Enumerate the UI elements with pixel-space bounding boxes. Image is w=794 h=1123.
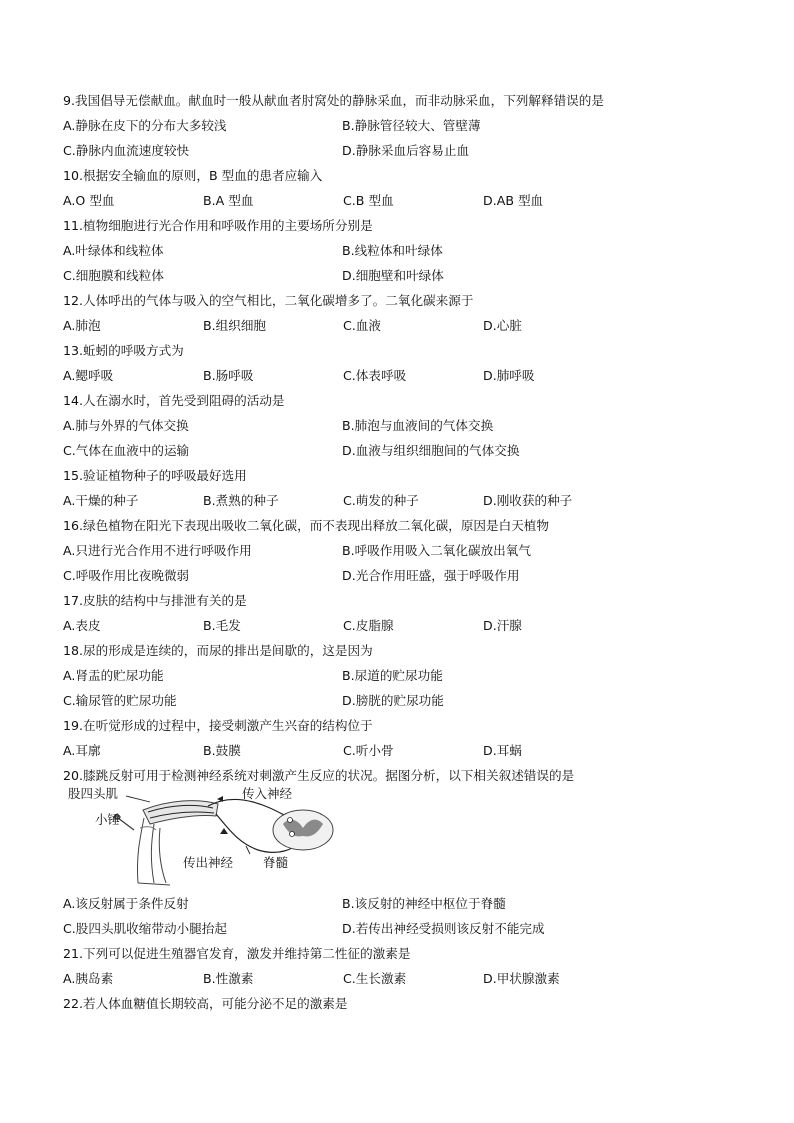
option-d: D.静脉采血后容易止血	[342, 143, 470, 158]
option-a: A.叶绿体和线粒体	[63, 243, 164, 258]
question-14-options-row-1	[63, 413, 743, 438]
question-15-options	[63, 488, 743, 513]
option-a: A.只进行光合作用不进行呼吸作用	[63, 543, 252, 558]
question-21-options	[63, 966, 743, 991]
option-b: B.线粒体和叶绿体	[342, 243, 443, 258]
question-20-stem: 20.膝跳反射可用于检测神经系统对刺激产生反应的状况。据图分析，以下相关叙述错误的是	[63, 768, 575, 783]
option-a: A.干燥的种子	[63, 493, 139, 508]
option-b: B.煮熟的种子	[203, 493, 279, 508]
question-16-stem: 16.绿色植物在阳光下表现出吸收二氧化碳，而不表现出释放二氧化碳，原因是白天植物	[63, 518, 549, 533]
option-d: D.膀胱的贮尿功能	[342, 693, 444, 708]
option-d: D.AB 型血	[483, 193, 544, 208]
option-c: C.皮脂腺	[343, 618, 394, 633]
option-d: D.刚收获的种子	[483, 493, 573, 508]
question-19-options	[63, 738, 743, 763]
option-a: A.胰岛素	[63, 971, 114, 986]
option-b: B.肠呼吸	[203, 368, 254, 383]
option-a: A.肺与外界的气体交换	[63, 418, 189, 433]
question-11-stem: 11.植物细胞进行光合作用和呼吸作用的主要场所分别是	[63, 218, 373, 233]
option-c: C.气体在血液中的运输	[63, 443, 190, 458]
question-22-stem: 22.若人体血糖值长期较高，可能分泌不足的激素是	[63, 996, 348, 1011]
option-c: C.生长激素	[343, 971, 407, 986]
label-spinal-cord: 脊髓	[263, 855, 289, 870]
question-9-options-row-2	[63, 138, 743, 163]
option-c: C.输尿管的贮尿功能	[63, 693, 177, 708]
question-17-options	[63, 613, 743, 638]
option-c: C.静脉内血流速度较快	[63, 143, 190, 158]
question-18-stem: 18.尿的形成是连续的，而尿的排出是间歇的，这是因为	[63, 643, 373, 658]
option-b: B.毛发	[203, 618, 241, 633]
question-20-options-row-1	[63, 891, 743, 916]
option-b: B.鼓膜	[203, 743, 241, 758]
reflex-diagram	[78, 788, 338, 891]
option-c: C.萌发的种子	[343, 493, 419, 508]
question-12-options	[63, 313, 743, 338]
option-a: A.耳廓	[63, 743, 101, 758]
question-11-options-row-2	[63, 263, 743, 288]
option-c: C.听小骨	[343, 743, 394, 758]
question-18-options-row-2	[63, 688, 743, 713]
option-c: C.股四头肌收缩带动小腿抬起	[63, 921, 227, 936]
option-b: B.组织细胞	[203, 318, 267, 333]
option-b: B.性激素	[203, 971, 254, 986]
option-d: D.甲状腺激素	[483, 971, 560, 986]
option-d: D.心脏	[483, 318, 522, 333]
option-a: A.O 型血	[63, 193, 115, 208]
option-a: A.肺泡	[63, 318, 101, 333]
option-b: B.尿道的贮尿功能	[342, 668, 443, 683]
label-hammer: 小锤	[95, 812, 121, 827]
option-b: B.呼吸作用吸入二氧化碳放出氧气	[342, 543, 531, 558]
question-12-stem: 12.人体呼出的气体与吸入的空气相比，二氧化碳增多了。二氧化碳来源于	[63, 293, 474, 308]
question-10-stem: 10.根据安全输血的原则，B 型血的患者应输入	[63, 168, 323, 183]
label-quadriceps: 股四头肌	[68, 786, 119, 801]
label-efferent-nerve: 传出神经	[183, 855, 234, 870]
question-20-options-row-2	[63, 916, 743, 941]
option-d: D.汗腺	[483, 618, 522, 633]
option-c: C.体表呼吸	[343, 368, 407, 383]
question-10-options	[63, 188, 743, 213]
question-18-options-row-1	[63, 663, 743, 688]
option-b: B.静脉管径较大、管壁薄	[342, 118, 481, 133]
question-14-stem: 14.人在溺水时，首先受到阻碍的活动是	[63, 393, 285, 408]
question-15-stem: 15.验证植物种子的呼吸最好选用	[63, 468, 247, 483]
exam-page	[63, 88, 743, 1016]
question-16-options-row-2	[63, 563, 743, 588]
question-9-options-row-1	[63, 113, 743, 138]
question-13-options	[63, 363, 743, 388]
option-c: C.呼吸作用比夜晚微弱	[63, 568, 190, 583]
question-16-options-row-1	[63, 538, 743, 563]
option-d: D.若传出神经受损则该反射不能完成	[342, 921, 545, 936]
option-a: A.静脉在皮下的分布大多较浅	[63, 118, 227, 133]
label-afferent-nerve: 传入神经	[242, 786, 293, 801]
question-17-stem: 17.皮肤的结构中与排泄有关的是	[63, 593, 247, 608]
option-d: D.耳蜗	[483, 743, 522, 758]
option-a: A.肾盂的贮尿功能	[63, 668, 164, 683]
option-a: A.表皮	[63, 618, 101, 633]
option-b: B.该反射的神经中枢位于脊髓	[342, 896, 506, 911]
question-13-stem: 13.蚯蚓的呼吸方式为	[63, 343, 184, 358]
option-d: D.光合作用旺盛，强于呼吸作用	[342, 568, 520, 583]
question-list	[63, 88, 743, 763]
option-d: D.肺呼吸	[483, 368, 535, 383]
option-b: B.肺泡与血液间的气体交换	[342, 418, 494, 433]
option-c: C.B 型血	[343, 193, 394, 208]
option-d: D.血液与组织细胞间的气体交换	[342, 443, 520, 458]
option-b: B.A 型血	[203, 193, 254, 208]
option-c: C.血液	[343, 318, 381, 333]
option-a: A.该反射属于条件反射	[63, 896, 189, 911]
option-d: D.细胞壁和叶绿体	[342, 268, 444, 283]
question-14-options-row-2	[63, 438, 743, 463]
option-a: A.鳃呼吸	[63, 368, 114, 383]
question-9-stem: 9.我国倡导无偿献血。献血时一般从献血者肘窝处的静脉采血，而非动脉采血，下列解释错误的是	[63, 93, 604, 108]
question-19-stem: 19.在听觉形成的过程中，接受刺激产生兴奋的结构位于	[63, 718, 373, 733]
question-21-stem: 21.下列可以促进生殖器官发育，激发并维持第二性征的激素是	[63, 946, 411, 961]
option-c: C.细胞膜和线粒体	[63, 268, 164, 283]
knee-jerk-reflex-figure	[68, 786, 743, 891]
question-11-options-row-1	[63, 238, 743, 263]
